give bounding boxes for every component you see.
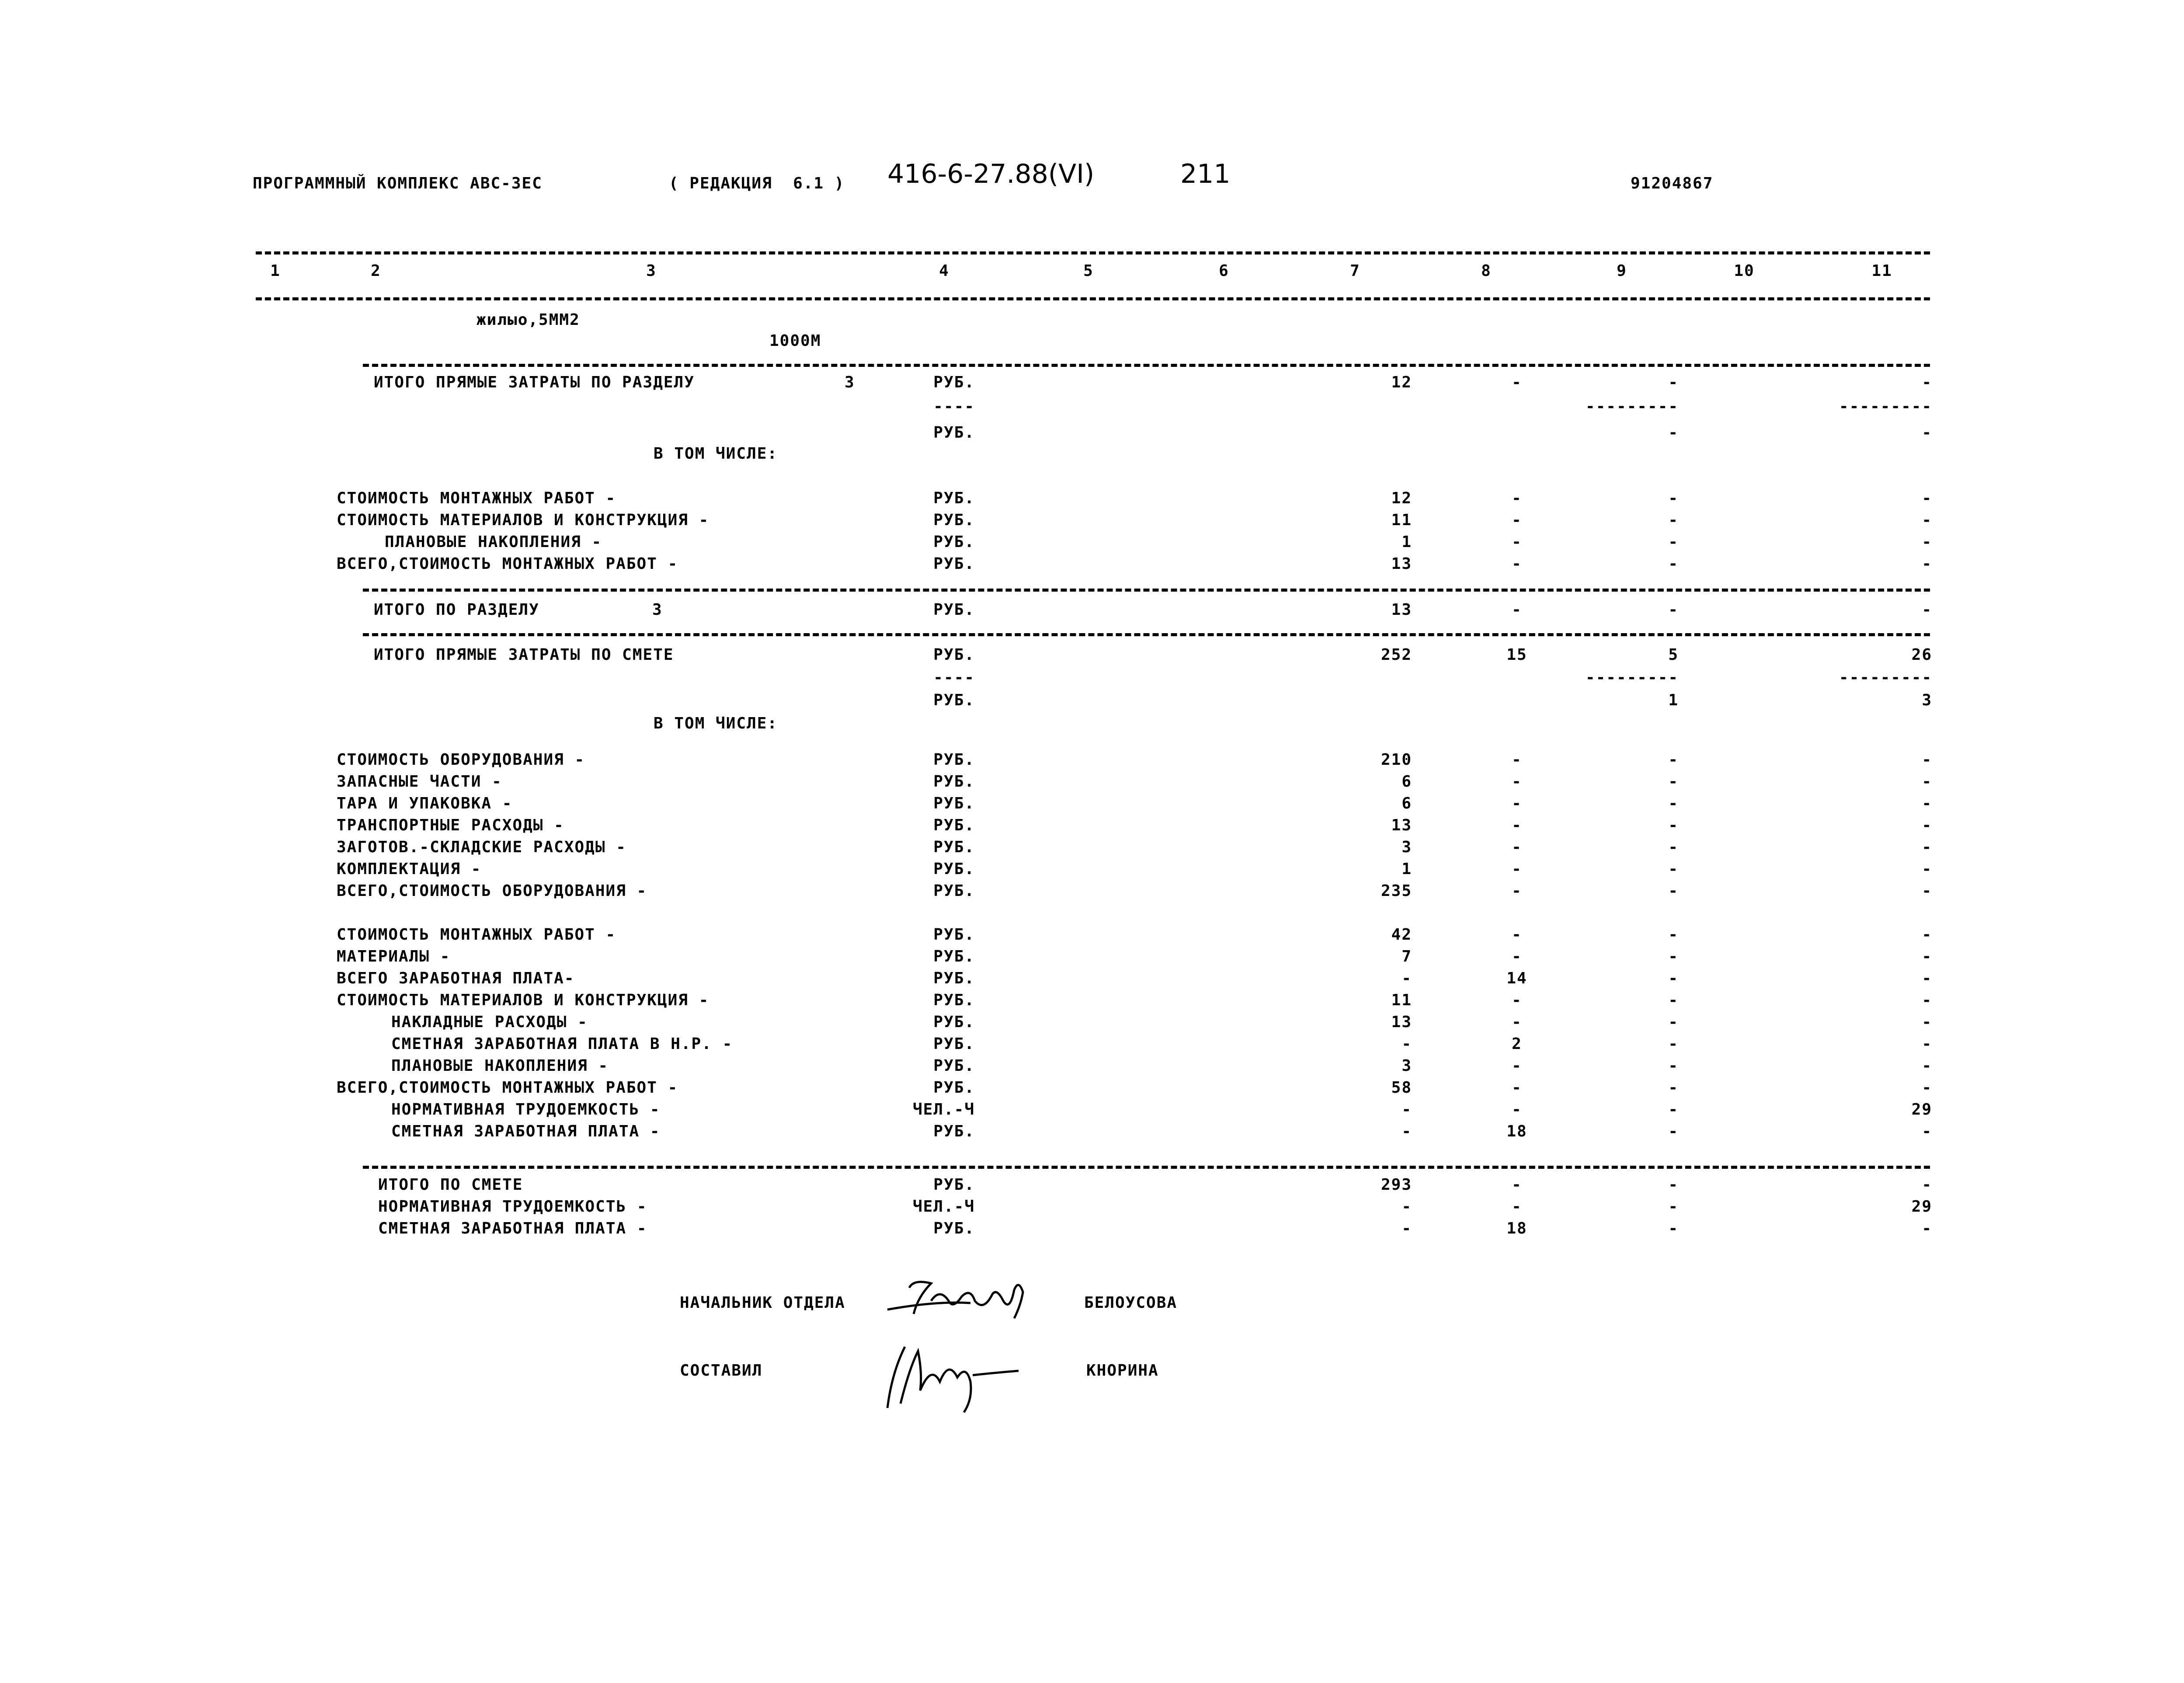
row-col11-value: - (1922, 838, 1932, 856)
row-col11-value: - (1922, 860, 1932, 878)
row-unit: РУБ. (933, 1122, 975, 1140)
row-col11-value: - (1922, 1079, 1932, 1097)
row-col9-value: - (1668, 489, 1679, 507)
document-code: 416-6-27.88(VI) (887, 159, 1095, 189)
row-col9-value: - (1668, 1035, 1679, 1053)
row-col9-value: - (1668, 882, 1679, 900)
row-col7-value: 210 (1381, 751, 1412, 769)
row-unit: РУБ. (933, 555, 975, 573)
row-col11-value: - (1922, 555, 1932, 573)
row-col8-value: - (1512, 533, 1522, 551)
row-col8-value: 14 (1506, 969, 1527, 987)
row-col11-value: - (1922, 1057, 1932, 1075)
row-unit: РУБ. (933, 489, 975, 507)
row-col11-value: - (1922, 533, 1932, 551)
row-col7-value: 6 (1402, 773, 1412, 791)
row-col8-value: 2 (1512, 1035, 1522, 1053)
row-label: СТОИМОСТЬ МАТЕРИАЛОВ И КОНСТРУКЦИЯ - (337, 991, 709, 1009)
row-col7-value: - (1402, 1220, 1412, 1237)
row-label: СМЕТНАЯ ЗАРАБОТНАЯ ПЛАТА В Н.Р. - (391, 1035, 733, 1053)
column-header-cell: 2 (371, 262, 381, 280)
row-label: ПЛАНОВЫЕ НАКОПЛЕНИЯ - (391, 1057, 609, 1075)
author-title: СОСТАВИЛ (680, 1362, 763, 1380)
row-col7-value: 7 (1402, 948, 1412, 965)
row-label: СТОИМОСТЬ МАТЕРИАЛОВ И КОНСТРУКЦИЯ - (337, 511, 709, 529)
document-id: 91204867 (1631, 174, 1714, 192)
row-label: СТОИМОСТЬ ОБОРУДОВАНИЯ - (337, 751, 585, 769)
row-col9-value: - (1668, 1198, 1679, 1216)
row-col7-value: 252 (1381, 646, 1412, 664)
row-col8-value: - (1512, 555, 1522, 573)
row-col8-value: - (1512, 751, 1522, 769)
row-label: СТОИМОСТЬ МОНТАЖНЫХ РАБОТ - (337, 489, 616, 507)
row-unit: РУБ. (933, 424, 975, 442)
row-unit: РУБ. (933, 373, 975, 391)
row-label: НОРМАТИВНАЯ ТРУДОЕМКОСТЬ - (391, 1101, 661, 1119)
row-col7-value: 12 (1391, 489, 1412, 507)
row-col11-value: - (1922, 373, 1932, 391)
row-col8-value: - (1512, 860, 1522, 878)
row-unit: РУБ. (933, 691, 975, 709)
row-label: ТРАНСПОРТНЫЕ РАСХОДЫ - (337, 816, 564, 834)
row-col11-value: - (1922, 969, 1932, 987)
rule-section (363, 1166, 1930, 1169)
row-col9-value: - (1668, 555, 1679, 573)
row-label: МАТЕРИАЛЫ - (337, 948, 451, 965)
row-label: ЗАГОТОВ.-СКЛАДСКИЕ РАСХОДЫ - (337, 838, 626, 856)
row-col9-value: 1 (1668, 691, 1679, 709)
row-unit: РУБ. (933, 1176, 975, 1194)
carry-over-qty: 1000М (769, 332, 821, 350)
row-col11-value: - (1922, 816, 1932, 834)
row-col8-value: - (1512, 948, 1522, 965)
row-col8-value: - (1512, 1101, 1522, 1119)
row-unit: РУБ. (933, 1079, 975, 1097)
row-col7-value: 13 (1391, 601, 1412, 619)
row-col7-value: 293 (1381, 1176, 1412, 1194)
rule-header-bottom (256, 297, 1930, 300)
row-col11-value: - (1922, 882, 1932, 900)
row-col8-value: - (1512, 1057, 1522, 1075)
row-label: НОРМАТИВНАЯ ТРУДОЕМКОСТЬ - (378, 1198, 647, 1216)
row-col9-value: - (1668, 816, 1679, 834)
row-unit: РУБ. (933, 533, 975, 551)
row-col11-value: - (1922, 794, 1932, 812)
row-col9-value: - (1668, 948, 1679, 965)
row-label: ИТОГО ПО СМЕТЕ (378, 1176, 523, 1194)
row-col7-value: - (1402, 969, 1412, 987)
row-col7-value: 1 (1402, 860, 1412, 878)
row-unit: ---- (933, 397, 975, 415)
row-col7-value: 13 (1391, 1013, 1412, 1031)
row-label: ВСЕГО,СТОИМОСТЬ ОБОРУДОВАНИЯ - (337, 882, 647, 900)
row-col8-value: - (1512, 489, 1522, 507)
row-label: ИТОГО ПРЯМЫЕ ЗАТРАТЫ ПО СМЕТЕ (374, 646, 674, 664)
row-unit: РУБ. (933, 601, 975, 619)
row-col9-value: - (1668, 1122, 1679, 1140)
row-col9-value: - (1668, 1079, 1679, 1097)
row-col9-value: - (1668, 1220, 1679, 1237)
column-header-cell: 1 (270, 262, 281, 280)
row-unit: РУБ. (933, 926, 975, 944)
row-col9-value: --------- (1585, 669, 1679, 686)
row-unit: ---- (933, 669, 975, 686)
row-unit: РУБ. (933, 991, 975, 1009)
row-unit: РУБ. (933, 860, 975, 878)
row-col9-value: - (1668, 1013, 1679, 1031)
row-label: ВСЕГО ЗАРАБОТНАЯ ПЛАТА- (337, 969, 575, 987)
row-unit: РУБ. (933, 816, 975, 834)
row-label: В ТОМ ЧИСЛЕ: (654, 445, 778, 463)
row-unit: РУБ. (933, 1035, 975, 1053)
row-col9-value: - (1668, 838, 1679, 856)
row-unit: РУБ. (933, 1220, 975, 1237)
row-label: СТОИМОСТЬ МОНТАЖНЫХ РАБОТ - (337, 926, 616, 944)
row-label: ИТОГО ПО РАЗДЕЛУ (374, 601, 539, 619)
row-col11-value: 29 (1911, 1101, 1932, 1119)
row-col11-value: 29 (1911, 1198, 1932, 1216)
row-col7-value: 12 (1391, 373, 1412, 391)
row-label: ВСЕГО,СТОИМОСТЬ МОНТАЖНЫХ РАБОТ - (337, 1079, 678, 1097)
row-col11-value: - (1922, 424, 1932, 442)
row-unit: РУБ. (933, 1013, 975, 1031)
row-col9-value: - (1668, 601, 1679, 619)
row-col7-value: - (1402, 1035, 1412, 1053)
row-col9-value: - (1668, 926, 1679, 944)
row-label: НАКЛАДНЫЕ РАСХОДЫ - (391, 1013, 588, 1031)
row-col8-value: - (1512, 794, 1522, 812)
row-label: ВСЕГО,СТОИМОСТЬ МОНТАЖНЫХ РАБОТ - (337, 555, 678, 573)
head-name: БЕЛОУСОВА (1084, 1294, 1178, 1312)
carry-over-text: жилыо,5ММ2 (476, 311, 580, 329)
row-col9-value: --------- (1585, 397, 1679, 415)
row-col9-value: - (1668, 969, 1679, 987)
row-col8-value: - (1512, 511, 1522, 529)
row-unit: РУБ. (933, 948, 975, 965)
row-unit: ЧЕЛ.-Ч (912, 1198, 975, 1216)
row-col7-value: - (1402, 1122, 1412, 1140)
row-col8-value: 18 (1506, 1122, 1527, 1140)
row-label: ЗАПАСНЫЕ ЧАСТИ - (337, 773, 502, 791)
row-col9-value: - (1668, 373, 1679, 391)
author-name: КНОРИНА (1086, 1362, 1159, 1380)
signature-head-image (883, 1270, 1067, 1327)
column-header-cell: 10 (1734, 262, 1755, 280)
row-col11-value: - (1922, 1220, 1932, 1237)
row-section-number: 3 (845, 373, 855, 391)
row-unit: РУБ. (933, 751, 975, 769)
rule-section (363, 633, 1930, 636)
row-col8-value: - (1512, 601, 1522, 619)
column-header-cell: 9 (1617, 262, 1627, 280)
row-col8-value: - (1512, 1176, 1522, 1194)
row-col11-value: - (1922, 948, 1932, 965)
row-col8-value: 18 (1506, 1220, 1527, 1237)
row-col9-value: - (1668, 424, 1679, 442)
row-col8-value: - (1512, 1013, 1522, 1031)
row-unit: РУБ. (933, 794, 975, 812)
row-col11-value: - (1922, 773, 1932, 791)
column-header-cell: 4 (939, 262, 949, 280)
rule-top (256, 251, 1930, 254)
page-number: 211 (1180, 159, 1231, 189)
row-label: ИТОГО ПРЯМЫЕ ЗАТРАТЫ ПО РАЗДЕЛУ (374, 373, 695, 391)
row-unit: РУБ. (933, 646, 975, 664)
row-col11-value: - (1922, 489, 1932, 507)
program-title: ПРОГРАММНЫЙ КОМПЛЕКС АВС-ЗЕС (253, 174, 543, 192)
row-col11-value: - (1922, 1013, 1932, 1031)
column-header-cell: 11 (1871, 262, 1892, 280)
row-col9-value: 5 (1668, 646, 1679, 664)
row-col9-value: - (1668, 991, 1679, 1009)
row-label: В ТОМ ЧИСЛЕ: (654, 714, 778, 732)
row-col7-value: 235 (1381, 882, 1412, 900)
row-col9-value: - (1668, 533, 1679, 551)
row-col11-value: --------- (1839, 397, 1932, 415)
row-label: КОМПЛЕКТАЦИЯ - (337, 860, 482, 878)
row-unit: РУБ. (933, 882, 975, 900)
row-unit: ЧЕЛ.-Ч (912, 1101, 975, 1119)
row-col8-value: - (1512, 926, 1522, 944)
column-header-cell: 3 (646, 262, 657, 280)
row-col11-value: - (1922, 1035, 1932, 1053)
row-col8-value: - (1512, 838, 1522, 856)
row-section-number: 3 (652, 601, 663, 619)
row-col11-value: --------- (1839, 669, 1932, 686)
row-col9-value: - (1668, 773, 1679, 791)
rule-section (363, 589, 1930, 592)
column-header-cell: 5 (1083, 262, 1094, 280)
row-col11-value: - (1922, 991, 1932, 1009)
row-col11-value: - (1922, 511, 1932, 529)
row-col7-value: 13 (1391, 555, 1412, 573)
row-label: ПЛАНОВЫЕ НАКОПЛЕНИЯ - (385, 533, 602, 551)
row-col8-value: - (1512, 882, 1522, 900)
row-col7-value: 3 (1402, 838, 1412, 856)
row-col8-value: - (1512, 1198, 1522, 1216)
row-col8-value: - (1512, 1079, 1522, 1097)
row-col8-value: - (1512, 373, 1522, 391)
row-col11-value: - (1922, 1176, 1932, 1194)
row-col7-value: 6 (1402, 794, 1412, 812)
row-col7-value: 58 (1391, 1079, 1412, 1097)
row-col11-value: 26 (1911, 646, 1932, 664)
row-col8-value: 15 (1506, 646, 1527, 664)
row-label: СМЕТНАЯ ЗАРАБОТНАЯ ПЛАТА - (391, 1122, 661, 1140)
signature-author-image (879, 1334, 1036, 1417)
row-col7-value: - (1402, 1198, 1412, 1216)
row-col8-value: - (1512, 816, 1522, 834)
row-col9-value: - (1668, 794, 1679, 812)
edition-label: ( РЕДАКЦИЯ 6.1 ) (669, 174, 845, 192)
column-header-cell: 7 (1350, 262, 1360, 280)
row-unit: РУБ. (933, 838, 975, 856)
row-col9-value: - (1668, 1101, 1679, 1119)
column-header-cell: 8 (1481, 262, 1492, 280)
row-col9-value: - (1668, 860, 1679, 878)
row-col9-value: - (1668, 751, 1679, 769)
row-col9-value: - (1668, 1176, 1679, 1194)
row-label: СМЕТНАЯ ЗАРАБОТНАЯ ПЛАТА - (378, 1220, 647, 1237)
row-col7-value: 42 (1391, 926, 1412, 944)
row-unit: РУБ. (933, 773, 975, 791)
row-col11-value: - (1922, 601, 1932, 619)
row-col9-value: - (1668, 511, 1679, 529)
row-col7-value: 11 (1391, 991, 1412, 1009)
row-col8-value: - (1512, 773, 1522, 791)
row-unit: РУБ. (933, 511, 975, 529)
row-col9-value: - (1668, 1057, 1679, 1075)
row-col11-value: - (1922, 926, 1932, 944)
row-col11-value: - (1922, 751, 1932, 769)
row-col7-value: 13 (1391, 816, 1412, 834)
row-col7-value: - (1402, 1101, 1412, 1119)
row-col7-value: 1 (1402, 533, 1412, 551)
head-title: НАЧАЛЬНИК ОТДЕЛА (680, 1294, 845, 1312)
row-col7-value: 3 (1402, 1057, 1412, 1075)
row-unit: РУБ. (933, 1057, 975, 1075)
row-label: ТАРА И УПАКОВКА - (337, 794, 513, 812)
row-unit: РУБ. (933, 969, 975, 987)
rule-section (363, 364, 1930, 367)
row-col11-value: 3 (1922, 691, 1932, 709)
row-col11-value: - (1922, 1122, 1932, 1140)
column-header-cell: 6 (1219, 262, 1229, 280)
row-col7-value: 11 (1391, 511, 1412, 529)
row-col8-value: - (1512, 991, 1522, 1009)
